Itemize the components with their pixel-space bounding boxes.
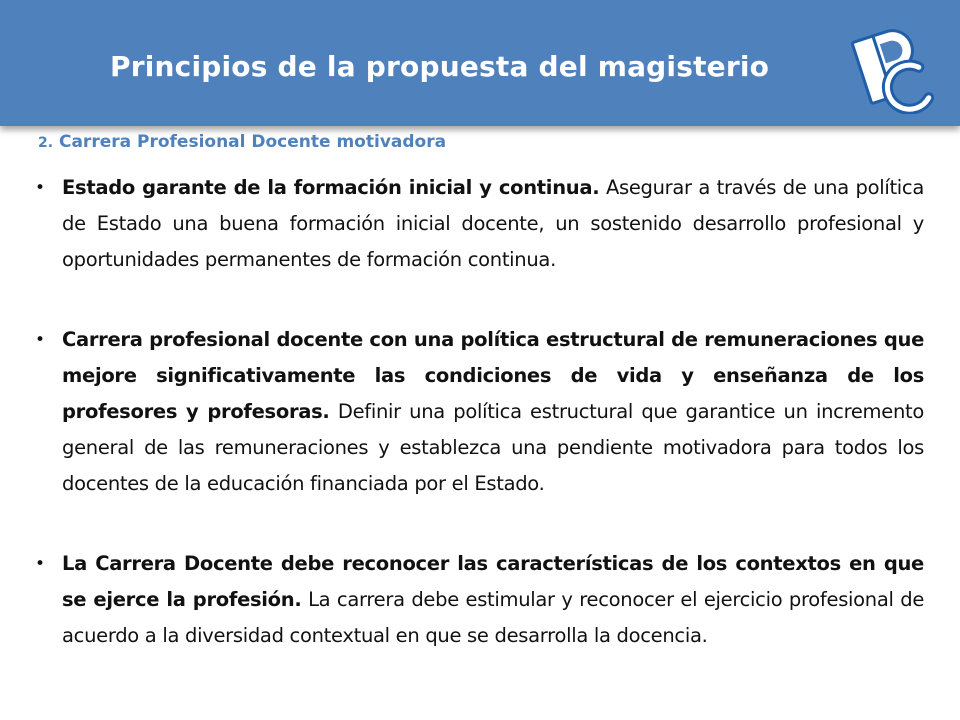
section-number: 2. <box>38 135 54 151</box>
bullet-dot-icon: • <box>35 554 45 574</box>
colegio-de-profesores-logo-icon <box>848 24 934 114</box>
bullet-item-formacion <box>32 170 924 278</box>
bullet-dot-icon: • <box>35 330 45 350</box>
bullet-body: Definir una política estructural que garantice un incremento general de las remuneraciones y establezca una pendiente motivadora para todos los docentes de la educación financiada por el Estado. <box>62 400 924 495</box>
bullet-heading: La Carrera Docente debe reconocer las características de los contextos en que se ejerce la profesión. <box>62 552 924 611</box>
section-subtitle <box>38 132 446 152</box>
slide-title: Principios de la propuesta del magisterio <box>110 50 770 83</box>
section-subtitle-text: Carrera Profesional Docente motivadora <box>58 132 447 152</box>
bullet-body: Asegurar a través de una política de Estado una buena formación inicial docente, un sostenido desarrollo profesional y oportunidades permanentes de formación continua. <box>62 176 924 271</box>
bullet-item-contextos <box>32 546 924 654</box>
bullet-body: La carrera debe estimular y reconocer el ejercicio profesional de acuerdo a la diversidad contextual en que se desarrolla la docencia. <box>62 588 925 647</box>
bullet-item-remuneraciones <box>32 322 924 502</box>
bullet-heading: Estado garante de la formación inicial y continua. <box>62 176 600 199</box>
bullet-heading: Carrera profesional docente con una política estructural de remuneraciones que mejore significativamente las condiciones de vida y enseñanza de los profesores y profesoras. <box>62 328 924 423</box>
bullet-dot-icon: • <box>35 178 45 198</box>
bullet-list <box>32 170 924 654</box>
